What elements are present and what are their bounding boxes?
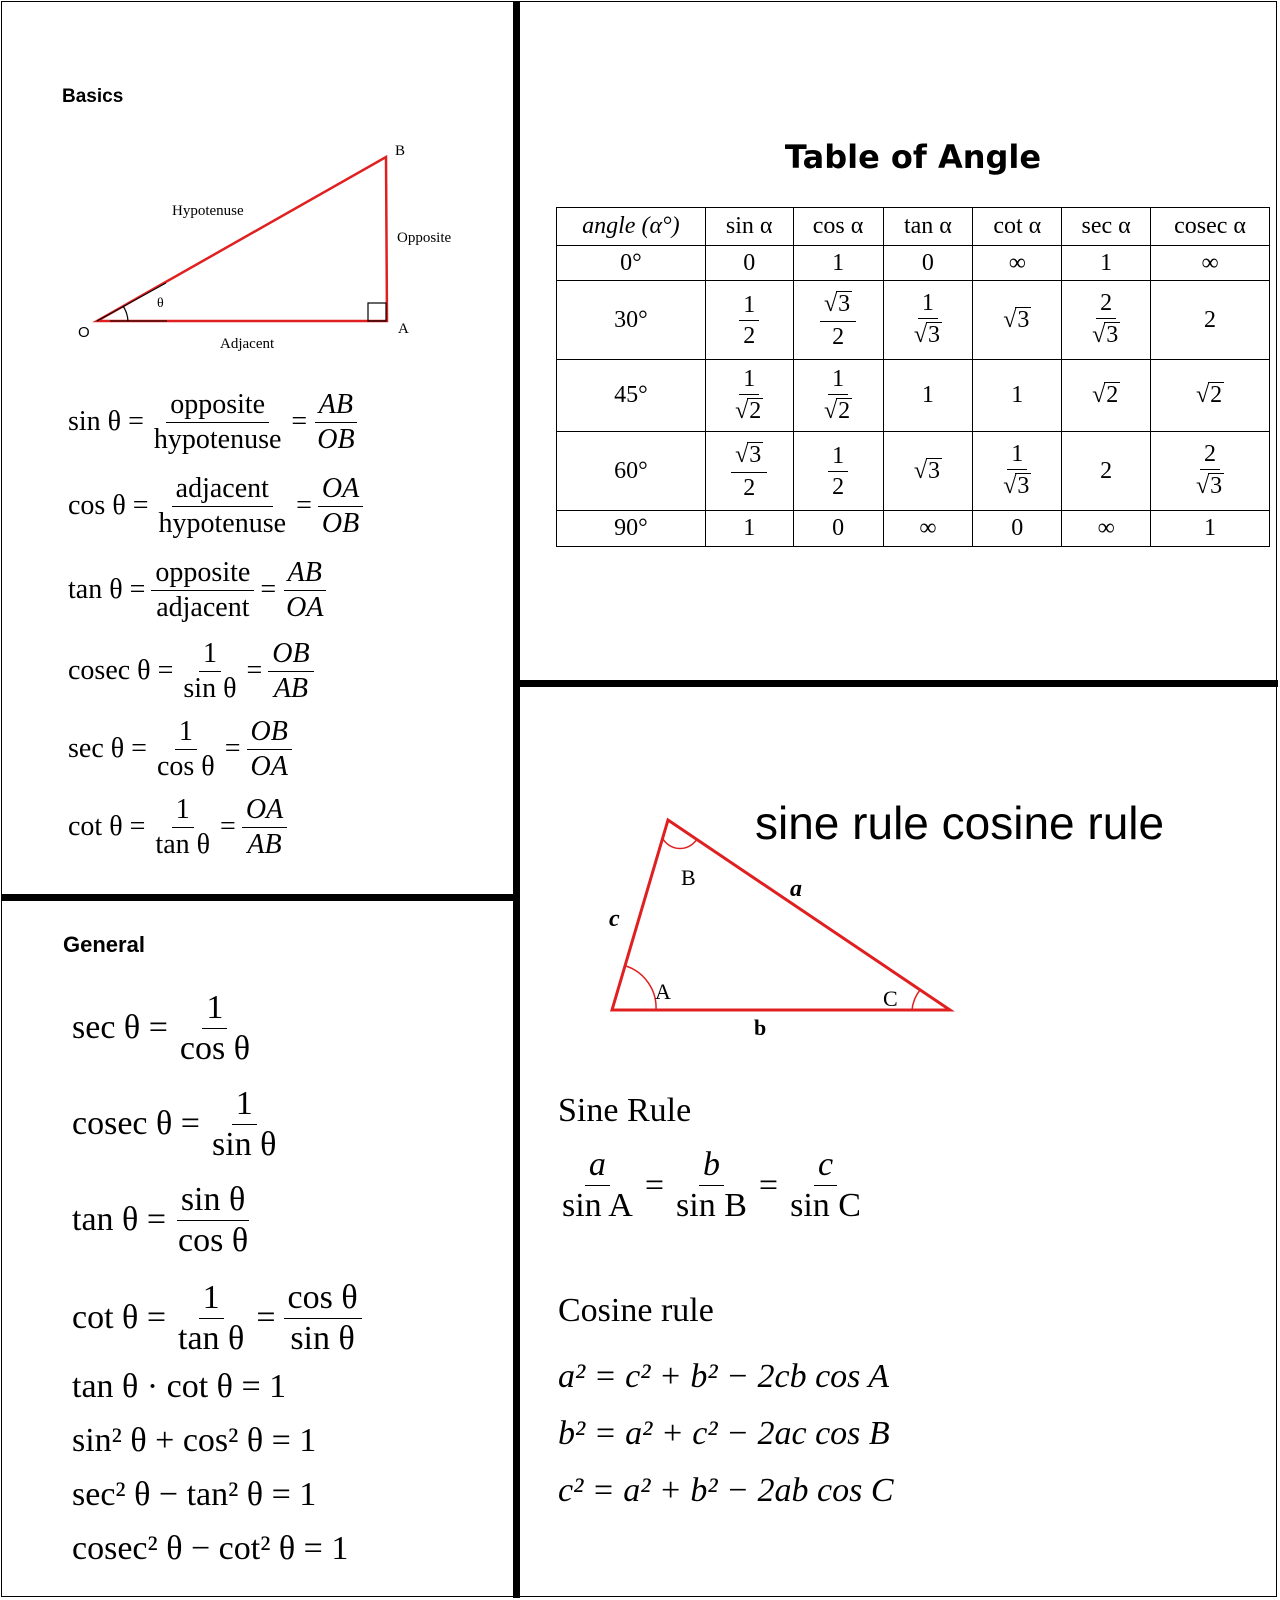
denominator: OA (250, 750, 288, 782)
adjacent-label: Adjacent (220, 336, 275, 352)
radical-sign: √ (823, 397, 838, 424)
value-cell (1151, 360, 1270, 432)
denominator (820, 395, 856, 424)
value-cell (973, 246, 1062, 281)
formula-lhs: cot θ = (68, 811, 146, 842)
formula-word-fraction (151, 556, 254, 623)
value-text: 1 (743, 515, 756, 541)
formula-letter-fraction (282, 556, 327, 623)
numerator: OA (318, 475, 363, 507)
value-cell (1062, 360, 1151, 432)
value-cell (793, 432, 883, 511)
radical (914, 458, 942, 484)
numerator: opposite (166, 391, 269, 423)
table-row (557, 246, 1270, 281)
right-horizontal-divider (519, 680, 1278, 687)
numerator: OA (242, 796, 287, 828)
basics-formula (68, 464, 498, 548)
numerator: 1 (202, 991, 227, 1029)
value-text: 2 (832, 473, 845, 500)
numerator: 1 (199, 1281, 224, 1319)
cell-fraction (1088, 291, 1124, 348)
cosine-rule-title: Cosine rule (558, 1292, 714, 1329)
vertex-a-label: A (398, 321, 409, 337)
numerator (820, 291, 856, 321)
side-c-label: c (609, 906, 620, 932)
value-text: 2 (743, 474, 756, 501)
value-text: 2 (1204, 306, 1217, 333)
sine-rule-fraction (558, 1148, 637, 1223)
angle-table (556, 207, 1270, 547)
sine-rule-fraction (672, 1148, 751, 1223)
denominator (1192, 470, 1228, 499)
formula-lhs: cos θ = (68, 490, 149, 521)
cosine-rule-line: c² = a² + b² − 2ab cos C (558, 1472, 894, 1509)
denominator: cos θ (156, 750, 215, 782)
left-horizontal-divider (2, 894, 514, 901)
radicand: 3 (1017, 306, 1030, 333)
numerator (1200, 442, 1220, 470)
table-row (557, 360, 1270, 432)
numerator: a (585, 1148, 610, 1186)
basics-heading: Basics (62, 86, 124, 107)
right-triangle-diagram (70, 135, 550, 365)
side-a-label: a (790, 876, 802, 902)
value-cell (705, 360, 793, 432)
denominator: cos θ (179, 1029, 250, 1067)
radical-sign: √ (1195, 382, 1210, 408)
value-text: 1 (1011, 441, 1024, 468)
general-identity-list (72, 980, 502, 1368)
value-text: 2 (1204, 441, 1217, 468)
sine-rule-fraction (786, 1148, 865, 1223)
value-cell (973, 432, 1062, 511)
identity-fraction (208, 1084, 280, 1163)
value-cell (1151, 432, 1270, 511)
cell-fraction (910, 291, 946, 348)
general-identity (72, 1076, 502, 1172)
denominator (731, 395, 767, 424)
numerator: OB (247, 718, 292, 750)
value-cell (1062, 246, 1151, 281)
cell-fraction (731, 367, 767, 424)
numerator (1007, 442, 1027, 470)
table-row (557, 432, 1270, 511)
denominator (999, 470, 1035, 499)
formula-letter-fraction (313, 388, 358, 455)
basics-formula (68, 788, 498, 866)
identity-fraction (284, 1278, 362, 1357)
cell-fraction (1192, 442, 1228, 499)
radicand: 3 (928, 457, 941, 484)
basics-formula-list (68, 380, 498, 866)
numerator (828, 367, 848, 395)
value-cell (705, 246, 793, 281)
formula-letter-fraction (247, 715, 292, 782)
value-cell (705, 511, 793, 547)
denominator: AB (273, 672, 309, 704)
value-text: ∞ (1201, 249, 1219, 276)
equals-sign: = (291, 406, 308, 437)
equals-sign: = (224, 733, 241, 764)
equals-sign: = (246, 655, 263, 686)
value-cell (1062, 511, 1151, 547)
formula-word-fraction (151, 793, 214, 860)
denominator (1088, 319, 1124, 348)
numerator (828, 444, 848, 472)
formula-letter-fraction (318, 472, 363, 539)
general-identity (72, 1172, 502, 1268)
denominator: OA (286, 591, 324, 623)
equals-sign: = (644, 1166, 665, 1204)
table-header-cell: cot α (973, 208, 1062, 246)
numerator (739, 367, 759, 395)
value-text: ∞ (919, 515, 937, 541)
formula-word-fraction (150, 388, 286, 455)
general-identity (72, 1268, 502, 1368)
value-text: 1 (1100, 249, 1113, 276)
radical (1003, 307, 1031, 333)
value-text: 1 (832, 365, 845, 392)
value-text: ∞ (1008, 249, 1026, 276)
table-title: Table of Angle (784, 138, 1042, 176)
radicand: 3 (1210, 473, 1223, 500)
value-cell (1062, 281, 1151, 360)
identity-lhs: sec θ = (72, 1009, 168, 1046)
radical (824, 398, 852, 424)
equals-sign: = (220, 811, 236, 842)
table-header-cell: angle (α°) (557, 208, 706, 246)
value-cell (973, 281, 1062, 360)
value-cell (793, 246, 883, 281)
angle-a-label: A (655, 979, 671, 1004)
denominator: hypotenuse (153, 423, 282, 455)
formula-lhs: sin θ = (68, 406, 144, 437)
value-cell (1151, 281, 1270, 360)
denominator: tan θ (178, 1319, 245, 1357)
radical-sign: √ (1092, 322, 1106, 349)
radical (735, 442, 763, 468)
denominator: OB (321, 507, 360, 539)
denominator: sin θ (290, 1319, 355, 1357)
radical-sign: √ (913, 457, 928, 484)
table-header-cell: sec α (1062, 208, 1151, 246)
numerator: c (814, 1148, 837, 1186)
cell-fraction (731, 442, 767, 499)
formula-word-fraction (153, 715, 219, 782)
radicand: 3 (838, 291, 851, 318)
cell-fraction (828, 444, 848, 499)
value-cell (973, 511, 1062, 547)
value-text: ∞ (1097, 515, 1115, 541)
numerator: AB (315, 391, 357, 423)
value-cell (793, 281, 883, 360)
numerator: 1 (175, 718, 197, 750)
formula-word-fraction (179, 637, 240, 704)
basics-formula (68, 710, 498, 788)
identity-lhs: cot θ = (72, 1299, 166, 1336)
value-cell (1151, 246, 1270, 281)
numerator (731, 442, 767, 472)
value-text: 1 (1011, 382, 1024, 408)
formula-letter-fraction (268, 637, 313, 704)
equals-sign: = (256, 1299, 276, 1336)
hypotenuse-label: Hypotenuse (172, 203, 244, 219)
numerator: 1 (199, 640, 221, 672)
theta-label: θ (157, 296, 164, 311)
equals-sign: = (260, 574, 277, 605)
cell-fraction (820, 291, 856, 348)
cosine-rule-line: b² = a² + c² − 2ac cos B (558, 1415, 890, 1452)
denominator (739, 473, 759, 500)
radicand: 2 (838, 397, 851, 424)
denominator (828, 322, 848, 349)
radical-sign: √ (823, 291, 838, 318)
radicand: 3 (749, 442, 762, 469)
denominator: OB (317, 423, 355, 455)
value-cell (883, 511, 973, 547)
numerator: AB (284, 559, 326, 591)
value-text: 0 (921, 249, 934, 276)
value-cell (705, 281, 793, 360)
value-text: 0 (743, 249, 756, 276)
radicand: 3 (1106, 322, 1119, 349)
sine-rule-row (558, 1148, 865, 1223)
numerator (918, 291, 938, 319)
cell-fraction (999, 442, 1035, 499)
numerator: cos θ (284, 1281, 362, 1319)
general-identity-line: sin² θ + cos² θ = 1 (72, 1422, 317, 1459)
value-cell (1062, 432, 1151, 511)
numerator (1096, 291, 1116, 319)
formula-lhs: cosec θ = (68, 655, 174, 686)
table-header-row (557, 208, 1270, 246)
radical (824, 291, 852, 317)
denominator: sin θ (211, 1125, 277, 1163)
basics-formula (68, 632, 498, 710)
general-heading: General (63, 932, 145, 957)
value-text: 2 (1100, 290, 1113, 317)
numerator: opposite (151, 559, 254, 591)
opposite-label: Opposite (397, 230, 452, 246)
table-header-cell: sin α (705, 208, 793, 246)
radicand: 3 (928, 322, 941, 349)
radical (1003, 473, 1031, 499)
denominator: adjacent (156, 591, 250, 623)
radicand: 3 (1017, 473, 1030, 500)
angle-cell: 60° (557, 432, 706, 511)
basics-formula (68, 548, 498, 632)
value-text: 1 (1204, 515, 1217, 541)
value-text: 2 (1100, 457, 1113, 484)
general-identity-line: cosec² θ − cot² θ = 1 (72, 1530, 349, 1567)
value-text: 1 (921, 382, 934, 408)
radical (1196, 382, 1224, 408)
numerator: sin θ (177, 1183, 249, 1221)
value-text: 1 (921, 290, 934, 317)
radical-sign: √ (913, 322, 928, 349)
vertex-b-label: B (395, 143, 406, 159)
value-text: 1 (743, 365, 756, 392)
numerator: b (699, 1148, 724, 1186)
formula-letter-fraction (242, 793, 287, 860)
value-text: 1 (743, 291, 756, 318)
denominator: cos θ (178, 1221, 249, 1259)
general-identity-line: tan θ · cot θ = 1 (72, 1368, 287, 1405)
identity-fraction (176, 988, 254, 1067)
formula-lhs: tan θ = (68, 574, 146, 605)
angle-c-label: C (883, 986, 898, 1011)
sine-rule-title: Sine Rule (558, 1092, 692, 1129)
formula-word-fraction (155, 472, 291, 539)
value-text: 2 (832, 323, 845, 350)
value-text: 2 (743, 322, 756, 349)
radicand: 2 (1210, 382, 1223, 408)
value-text: 1 (832, 249, 845, 276)
numerator (739, 293, 759, 321)
radical (735, 398, 763, 424)
radical (1196, 473, 1224, 499)
numerator: adjacent (172, 475, 273, 507)
general-line-list (72, 1360, 502, 1576)
radical-sign: √ (735, 397, 749, 424)
radicand: 2 (1106, 382, 1119, 408)
general-triangle-diagram (590, 805, 970, 1035)
numerator: 1 (172, 796, 194, 828)
general-identity (72, 980, 502, 1076)
value-cell (883, 432, 973, 511)
angle-cell: 0° (557, 246, 706, 281)
formula-lhs: sec θ = (68, 733, 147, 764)
value-cell (1151, 511, 1270, 547)
angle-cell: 90° (557, 511, 706, 547)
value-cell (883, 360, 973, 432)
numerator: 1 (232, 1087, 257, 1125)
radical (1092, 322, 1120, 348)
table-row (557, 281, 1270, 360)
value-text: 1 (832, 442, 845, 469)
side-b-label: b (754, 1015, 767, 1035)
value-text: 0 (832, 515, 845, 541)
table-header-cell: cos α (793, 208, 883, 246)
equals-sign: = (296, 490, 312, 521)
denominator (910, 319, 946, 348)
cosine-rule-line: a² = c² + b² − 2cb cos A (558, 1358, 890, 1395)
denominator: sin C (790, 1187, 861, 1224)
cosine-rule-list (558, 1348, 894, 1519)
value-cell (973, 360, 1062, 432)
denominator: sin A (562, 1187, 633, 1224)
value-cell (705, 432, 793, 511)
denominator: tan θ (155, 828, 211, 860)
angle-cell: 45° (557, 360, 706, 432)
value-text: 0 (1011, 515, 1024, 541)
value-cell (883, 246, 973, 281)
denominator: sin θ (183, 672, 237, 704)
denominator (739, 321, 759, 348)
sine-rule-formula (558, 1148, 865, 1223)
angle-b-label: B (681, 865, 696, 890)
radical-sign: √ (735, 442, 749, 469)
rules-heading: sine rule cosine rule (755, 797, 1165, 849)
radical (914, 322, 942, 348)
cell-fraction (820, 367, 856, 424)
radical-sign: √ (1092, 382, 1106, 408)
identity-fraction (174, 1278, 248, 1357)
table-row (557, 511, 1270, 547)
table-body (557, 246, 1270, 547)
radical (1092, 382, 1120, 408)
denominator: sin B (676, 1187, 747, 1224)
radicand: 2 (749, 397, 762, 424)
numerator: OB (268, 640, 313, 672)
radical-sign: √ (1003, 306, 1017, 333)
radical-sign: √ (1195, 473, 1210, 500)
denominator: hypotenuse (158, 507, 287, 539)
identity-fraction (174, 1180, 252, 1259)
identity-lhs: cosec θ = (72, 1105, 200, 1142)
cell-fraction (739, 293, 759, 348)
basics-formula (68, 380, 498, 464)
equals-sign: = (758, 1166, 779, 1204)
value-cell (793, 511, 883, 547)
table-header-cell: tan α (883, 208, 973, 246)
angle-cell: 30° (557, 281, 706, 360)
general-identity-line: sec² θ − tan² θ = 1 (72, 1476, 317, 1513)
identity-lhs: tan θ = (72, 1201, 166, 1238)
radical-sign: √ (1003, 473, 1017, 500)
table-header-cell: cosec α (1151, 208, 1270, 246)
value-cell (883, 281, 973, 360)
denominator: AB (247, 828, 282, 860)
value-cell (793, 360, 883, 432)
vertex-o-label: O (78, 324, 90, 341)
denominator (828, 472, 848, 499)
